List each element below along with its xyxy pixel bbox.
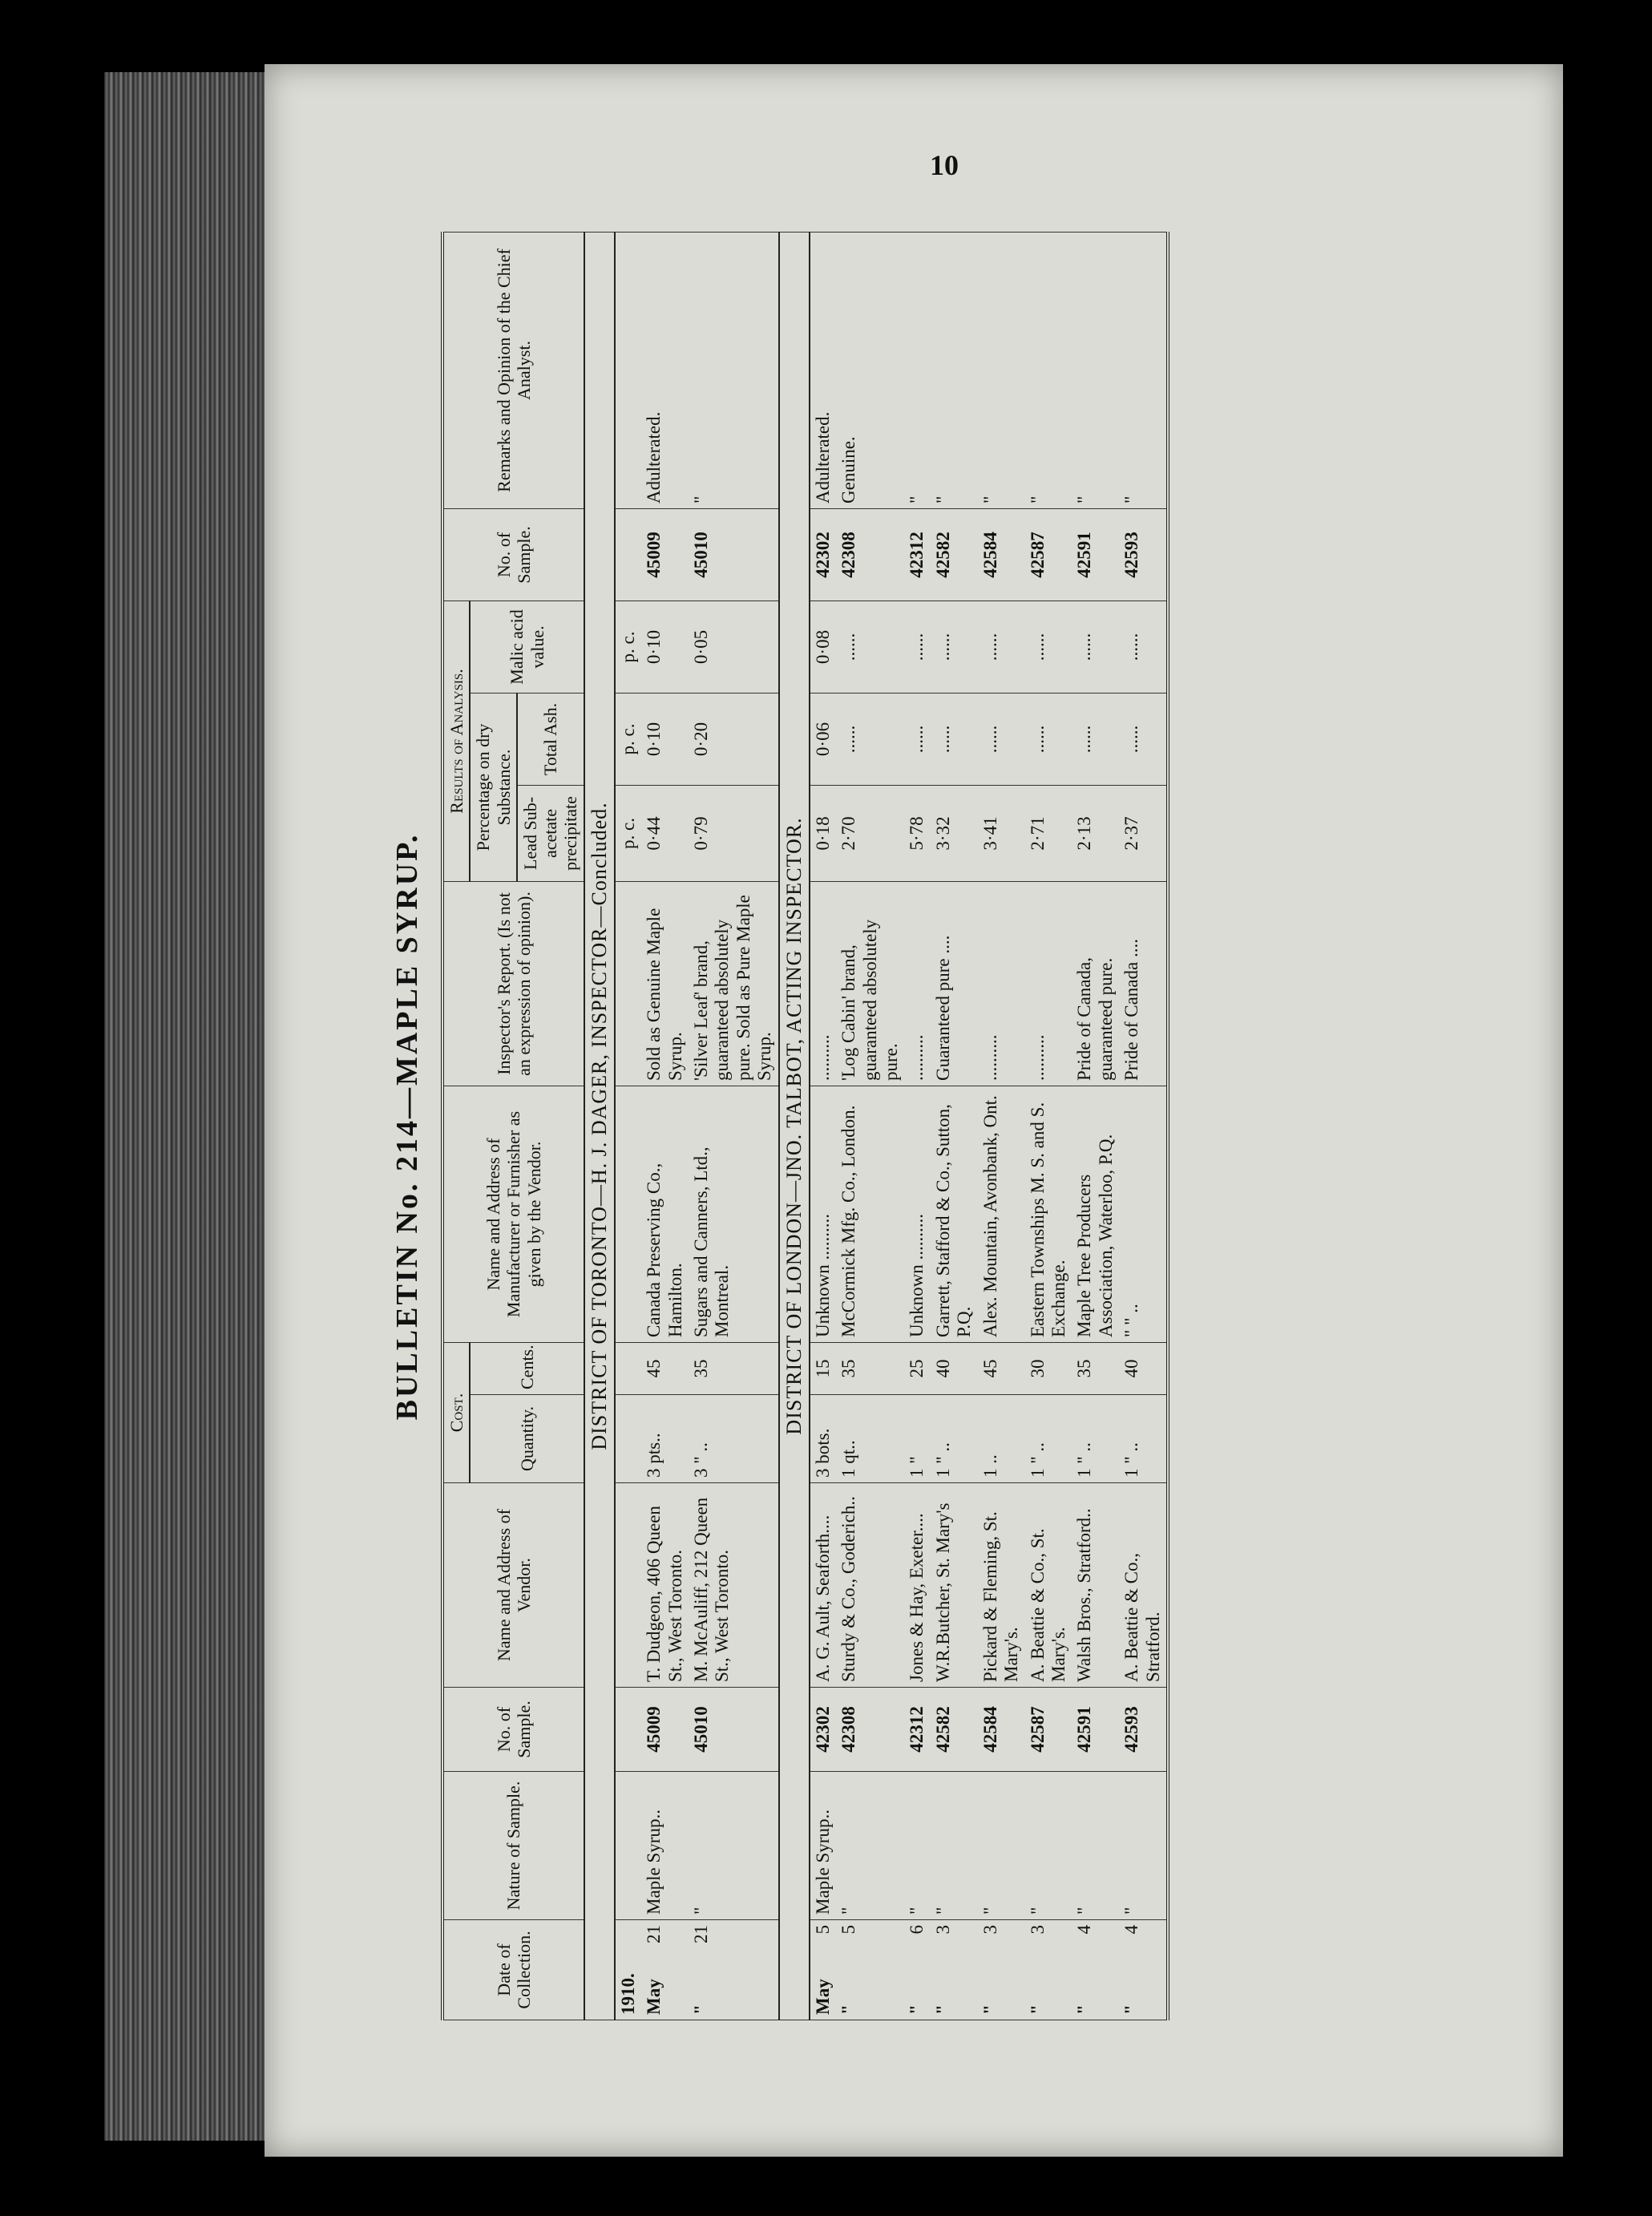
cell-vendor: W.R.Butcher, St. Mary's <box>931 1483 978 1688</box>
cell-nature: Maple Syrup.. <box>641 1772 689 1920</box>
header-inspector: Inspector's Report. (Is not an expression of opinion). <box>442 881 584 1086</box>
cell-ash: ...... <box>904 693 930 785</box>
cell-inspector: Sold as Genuine Maple Syrup. <box>641 881 689 1086</box>
cell-inspector: .......... <box>1025 881 1072 1086</box>
rotated-content <box>385 233 1531 2020</box>
header-nature: Nature of Sample. <box>442 1772 584 1920</box>
cell-malic: ...... <box>1119 601 1168 693</box>
cell-no2: 45009 <box>641 508 689 601</box>
cell-remarks: " <box>931 232 978 508</box>
cell-remarks: " <box>1025 232 1072 508</box>
cell-no: 42312 <box>904 1688 930 1772</box>
cell-date <box>904 1920 930 2020</box>
cell-cents: 35 <box>689 1342 779 1394</box>
table-body <box>584 232 1168 2020</box>
cell-day: 3 <box>979 1925 1000 1935</box>
table-row <box>1072 232 1119 2020</box>
cell-malic: 0·08 <box>810 601 836 693</box>
cell-no2: 42312 <box>904 508 930 601</box>
header-malic: Malic acid value. <box>470 601 584 693</box>
cell-month: " <box>838 2004 859 2015</box>
cell-cents: 15 <box>810 1342 836 1394</box>
cell-cents: 40 <box>931 1342 978 1394</box>
cell-cents: 35 <box>836 1342 904 1394</box>
cell-day: 21 <box>644 1925 664 1943</box>
bulletin-title: BULLETIN No. 214—MAPLE SYRUP. <box>390 832 424 1421</box>
cell-no2: 45010 <box>689 508 779 601</box>
table-row <box>641 232 689 2020</box>
cell-vendor: Pickard & Fleming, St. Mary's. <box>978 1483 1025 1688</box>
header-ash: Total Ash. <box>517 693 584 785</box>
cell-remarks: " <box>978 232 1025 508</box>
cell-malic: 0·10 <box>641 601 689 693</box>
cell-inspector: Pride of Canada .... <box>1119 881 1168 1086</box>
cell-vendor: A. Beattie & Co., St. Mary's. <box>1025 1483 1072 1688</box>
cell-day: 5 <box>812 1925 833 1935</box>
cell-vendor: A. G. Ault, Seaforth.... <box>810 1483 836 1688</box>
cell-manufacturer: " " .. <box>1119 1086 1168 1342</box>
cell-cents: 40 <box>1119 1342 1168 1394</box>
cell-qty: 1 " .. <box>931 1395 978 1483</box>
cell-manufacturer: Canada Preserving Co., Hamilton. <box>641 1086 689 1342</box>
cell-no2: 42587 <box>1025 508 1072 601</box>
cell-nature: " <box>978 1772 1025 1920</box>
cell-remarks: Genuine. <box>836 232 904 508</box>
cell-nature: " <box>1119 1772 1168 1920</box>
cell-nature: " <box>689 1772 779 1920</box>
cell-manufacturer: Alex. Mountain, Avonbank, Ont. <box>978 1086 1025 1342</box>
cell-manufacturer: Maple Tree Producers Association, Waterloo, P.Q. <box>1072 1086 1119 1342</box>
cell-remarks: " <box>904 232 930 508</box>
cell-no2: 42591 <box>1072 508 1119 601</box>
header-no-sample-2: No. of Sample. <box>442 508 584 601</box>
header-quantity: Quantity. <box>470 1395 584 1483</box>
cell-vendor: Sturdy & Co., Goderich.. <box>836 1483 904 1688</box>
cell-ash: ...... <box>1025 693 1072 785</box>
cell-month: " <box>932 2004 953 2015</box>
cell-no2: 42584 <box>978 508 1025 601</box>
cell-inspector: 'Silver Leaf' brand, guaranteed absolutely pure. Sold as Pure Maple Syrup. <box>689 881 779 1086</box>
header-percentage: Percentage on dry Substance. <box>470 693 517 881</box>
unit-label: p. c. <box>615 785 641 881</box>
cell-remarks: " <box>1072 232 1119 508</box>
year-label: 1910. <box>615 1920 641 2020</box>
cell-day: 4 <box>1121 1925 1142 1935</box>
cell-day: 3 <box>932 1925 953 1935</box>
cell-cents: 45 <box>641 1342 689 1394</box>
book-page-edges <box>104 72 265 2141</box>
cell-qty: 3 " .. <box>689 1395 779 1483</box>
cell-lead: 0·18 <box>810 785 836 881</box>
cell-no: 42593 <box>1119 1688 1168 1772</box>
cell-vendor: M. McAuliff, 212 Queen St., West Toronto. <box>689 1483 779 1688</box>
cell-qty: 1 " .. <box>1119 1395 1168 1483</box>
table-row <box>810 232 836 2020</box>
cell-no2: 42582 <box>931 508 978 601</box>
cell-malic: ...... <box>978 601 1025 693</box>
cell-lead: 5·78 <box>904 785 930 881</box>
cell-no: 42591 <box>1072 1688 1119 1772</box>
cell-month: May <box>812 1979 833 2015</box>
cell-no: 42587 <box>1025 1688 1072 1772</box>
cell-day: 6 <box>907 1925 927 1935</box>
cell-month: " <box>907 2004 927 2015</box>
cell-lead: 2·37 <box>1119 785 1168 881</box>
cell-no2: 42593 <box>1119 508 1168 601</box>
cell-malic: ...... <box>1072 601 1119 693</box>
cell-nature: Maple Syrup.. <box>810 1772 836 1920</box>
cell-manufacturer: Unknown .......... <box>904 1086 930 1342</box>
cell-month: " <box>1074 2004 1095 2015</box>
table-row <box>689 232 779 2020</box>
cell-day: 5 <box>838 1925 859 1935</box>
cell-manufacturer: Sugars and Canners, Ltd., Montreal. <box>689 1086 779 1342</box>
cell-inspector: .......... <box>904 881 930 1086</box>
header-date: Date of Collection. <box>442 1920 584 2020</box>
cell-date <box>836 1920 904 2020</box>
cell-nature: " <box>1072 1772 1119 1920</box>
header-remarks: Remarks and Opinion of the Chief Analyst. <box>442 232 584 508</box>
cell-day: 3 <box>1027 1925 1048 1935</box>
cell-inspector: .......... <box>978 881 1025 1086</box>
cell-nature: " <box>1025 1772 1072 1920</box>
cell-ash: ...... <box>836 693 904 785</box>
cell-cents: 35 <box>1072 1342 1119 1394</box>
unit-label: p. c. <box>615 601 641 693</box>
cell-manufacturer: Garrett, Stafford & Co., Sutton, P.Q. <box>931 1086 978 1342</box>
cell-ash: 0·20 <box>689 693 779 785</box>
cell-malic: ...... <box>1025 601 1072 693</box>
cell-month: May <box>644 1979 664 2015</box>
table-row <box>1119 232 1168 2020</box>
cell-vendor: Walsh Bros., Stratford.. <box>1072 1483 1119 1688</box>
cell-inspector: 'Log Cabin' brand, guaranteed absolutely pure. <box>836 881 904 1086</box>
cell-qty: 1 qt.. <box>836 1395 904 1483</box>
cell-lead: 0·79 <box>689 785 779 881</box>
district-row-toronto <box>584 232 615 2020</box>
cell-vendor: T. Dudgeon, 406 Queen St., West Toronto. <box>641 1483 689 1688</box>
cell-malic: ...... <box>836 601 904 693</box>
cell-no: 42582 <box>931 1688 978 1772</box>
cell-ash: ...... <box>1119 693 1168 785</box>
cell-month: " <box>1027 2004 1048 2015</box>
cell-vendor: A. Beattie & Co., Stratford. <box>1119 1483 1168 1688</box>
cell-no: 42308 <box>836 1688 904 1772</box>
cell-date <box>931 1920 978 2020</box>
header-cents: Cents. <box>470 1342 584 1394</box>
cell-no: 42584 <box>978 1688 1025 1772</box>
cell-nature: " <box>836 1772 904 1920</box>
cell-vendor: Jones & Hay, Exeter.... <box>904 1483 930 1688</box>
cell-ash: ...... <box>978 693 1025 785</box>
cell-remarks: Adulterated. <box>641 232 689 508</box>
cell-no2: 42308 <box>836 508 904 601</box>
cell-cents: 25 <box>904 1342 930 1394</box>
cell-no: 42302 <box>810 1688 836 1772</box>
cell-inspector: Guaranteed pure .... <box>931 881 978 1086</box>
cell-no: 45009 <box>641 1688 689 1772</box>
table-row <box>931 232 978 2020</box>
cell-remarks: " <box>1119 232 1168 508</box>
page-number: 10 <box>930 149 959 181</box>
district-heading: DISTRICT OF LONDON—JNO. TALBOT, ACTING INSPECTOR. <box>779 232 810 2020</box>
district-heading: DISTRICT OF TORONTO—H. J. DAGER, INSPECTOR—Concluded. <box>584 232 615 2020</box>
cell-lead: 0·44 <box>641 785 689 881</box>
cell-lead: 2·13 <box>1072 785 1119 881</box>
cell-qty: 1 " <box>904 1395 930 1483</box>
cell-qty: 3 pts.. <box>641 1395 689 1483</box>
header-lead: Lead Sub-acetate precipitate <box>517 785 584 881</box>
cell-nature: " <box>931 1772 978 1920</box>
cell-date <box>810 1920 836 2020</box>
cell-malic: ...... <box>904 601 930 693</box>
maple-syrup-table <box>441 232 1169 2020</box>
cell-inspector: Pride of Canada, guaranteed pure. <box>1072 881 1119 1086</box>
cell-nature: " <box>904 1772 930 1920</box>
cell-ash: ...... <box>931 693 978 785</box>
cell-date <box>1025 1920 1072 2020</box>
cell-lead: 2·71 <box>1025 785 1072 881</box>
cell-date <box>689 1920 779 2020</box>
cell-ash: 0·06 <box>810 693 836 785</box>
cell-manufacturer: McCormick Mfg. Co., London. <box>836 1086 904 1342</box>
cell-manufacturer: Eastern Townships M. S. and S. Exchange. <box>1025 1086 1072 1342</box>
cell-inspector: .......... <box>810 881 836 1086</box>
cell-qty: 1 .. <box>978 1395 1025 1483</box>
cell-qty: 1 " .. <box>1072 1395 1119 1483</box>
cell-ash: ...... <box>1072 693 1119 785</box>
table-row <box>1025 232 1072 2020</box>
cell-date <box>1072 1920 1119 2020</box>
header-results: Results of Analysis. <box>442 601 470 881</box>
cell-day: 4 <box>1074 1925 1095 1935</box>
year-row <box>615 232 641 2020</box>
header-manufacturer: Name and Address of Manufacturer or Furnisher as given by the Vendor. <box>442 1086 584 1342</box>
cell-malic: ...... <box>931 601 978 693</box>
cell-remarks: " <box>689 232 779 508</box>
cell-lead: 3·32 <box>931 785 978 881</box>
table-row <box>836 232 904 2020</box>
cell-day: 21 <box>690 1925 711 1943</box>
cell-month: " <box>690 2004 711 2015</box>
header-no-sample: No. of Sample. <box>442 1688 584 1772</box>
cell-cents: 45 <box>978 1342 1025 1394</box>
table-row <box>978 232 1025 2020</box>
cell-no2: 42302 <box>810 508 836 601</box>
unit-label: p. c. <box>615 693 641 785</box>
cell-qty: 3 bots. <box>810 1395 836 1483</box>
cell-lead: 3·41 <box>978 785 1025 881</box>
cell-malic: 0·05 <box>689 601 779 693</box>
header-cost: Cost. <box>442 1342 470 1482</box>
cell-cents: 30 <box>1025 1342 1072 1394</box>
cell-month: " <box>979 2004 1000 2015</box>
cell-qty: 1 " .. <box>1025 1395 1072 1483</box>
cell-remarks: Adulterated. <box>810 232 836 508</box>
cell-manufacturer: Unknown .......... <box>810 1086 836 1342</box>
cell-month: " <box>1121 2004 1142 2015</box>
cell-date <box>978 1920 1025 2020</box>
cell-date <box>1119 1920 1168 2020</box>
district-row-london <box>779 232 810 2020</box>
table-row <box>904 232 930 2020</box>
cell-lead: 2·70 <box>836 785 904 881</box>
cell-ash: 0·10 <box>641 693 689 785</box>
cell-no: 45010 <box>689 1688 779 1772</box>
header-vendor: Name and Address of Vendor. <box>442 1483 584 1688</box>
cell-date <box>641 1920 689 2020</box>
